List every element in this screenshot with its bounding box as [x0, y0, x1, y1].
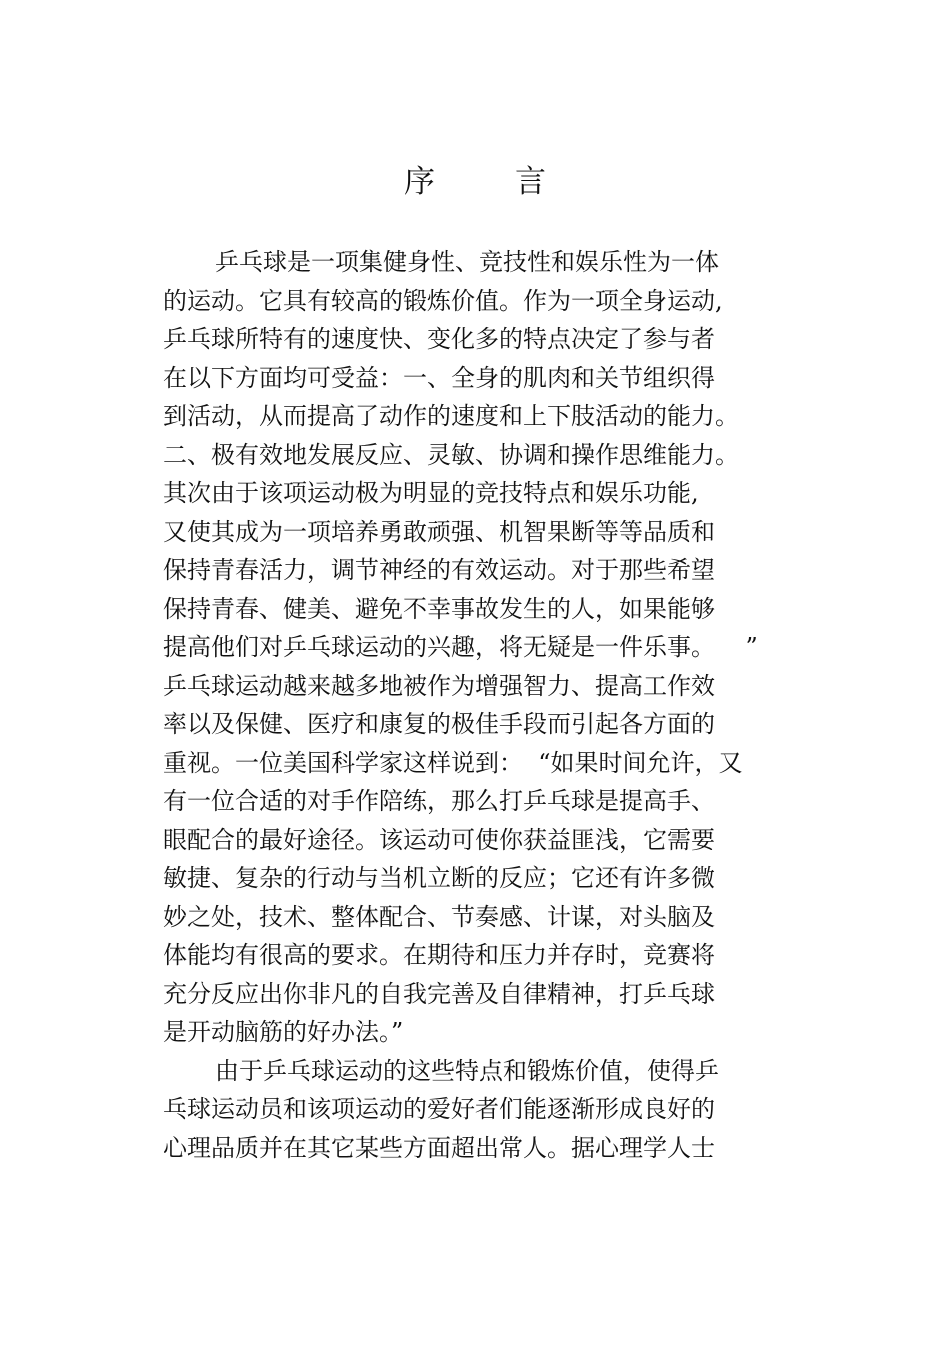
page-title [0, 160, 950, 204]
text-line: 保持青春、健美、避免不幸事故发生的人，如果能够 [163, 594, 715, 623]
text-line: 是开动脑筋的好办法。” [163, 1018, 404, 1046]
text-line: 重视。一位美国科学家这样说到： “如果时间允许，又 [163, 748, 743, 777]
title-char-2: 言 [515, 164, 546, 200]
text-line: 心理品质并在其它某些方面超出常人。据心理学人士 [163, 1133, 715, 1162]
title-char-1: 序 [404, 164, 435, 200]
text-line: 乒乓球所特有的速度快、变化多的特点决定了参与者 [163, 325, 715, 353]
text-line: 又使其成为一项培养勇敢顽强、机智果断等等品质和 [163, 517, 715, 546]
text-line: 提高他们对乒乓球运动的兴趣，将无疑是一件乐事。 ” [163, 633, 758, 661]
text-line: 由于乒乓球运动的这些特点和锻炼价值，使得乒 [215, 1056, 719, 1085]
text-line: 敏捷、复杂的行动与当机立断的反应；它还有许多微 [163, 864, 715, 892]
text-line: 充分反应出你非凡的自我完善及自律精神，打乒乓球 [163, 979, 715, 1008]
preface-body [163, 243, 803, 1167]
text-line: 到活动，从而提高了动作的速度和上下肢活动的能力。 [163, 402, 739, 430]
text-line: 的运动。它具有较高的锻炼价值。作为一项全身运动, [163, 286, 723, 315]
text-line: 二、极有效地发展反应、灵敏、协调和操作思维能力。 [163, 440, 739, 469]
text-line: 在以下方面均可受益：一、全身的肌肉和关节组织得 [163, 363, 715, 392]
text-line: 有一位合适的对手作陪练，那么打乒乓球是提高手、 [163, 787, 715, 815]
text-line: 率以及保健、医疗和康复的极佳手段而引起各方面的 [163, 710, 715, 738]
text-line: 乓球运动员和该项运动的爱好者们能逐渐形成良好的 [163, 1095, 715, 1123]
text-line: 妙之处，技术、整体配合、节奏感、计谋，对头脑及 [163, 902, 715, 931]
text-line: 体能均有很高的要求。在期待和压力并存时，竞赛将 [163, 941, 715, 969]
text-line: 乒乓球运动越来越多地被作为增强智力、提高工作效 [163, 671, 715, 700]
text-line: 乒乓球是一项集健身性、竞技性和娱乐性为一体 [215, 248, 719, 276]
text-line: 保持青春活力，调节神经的有效运动。对于那些希望 [163, 556, 715, 584]
text-line: 其次由于该项运动极为明显的竞技特点和娱乐功能, [163, 479, 699, 507]
text-line: 眼配合的最好途径。该运动可使你获益匪浅，它需要 [163, 825, 715, 854]
